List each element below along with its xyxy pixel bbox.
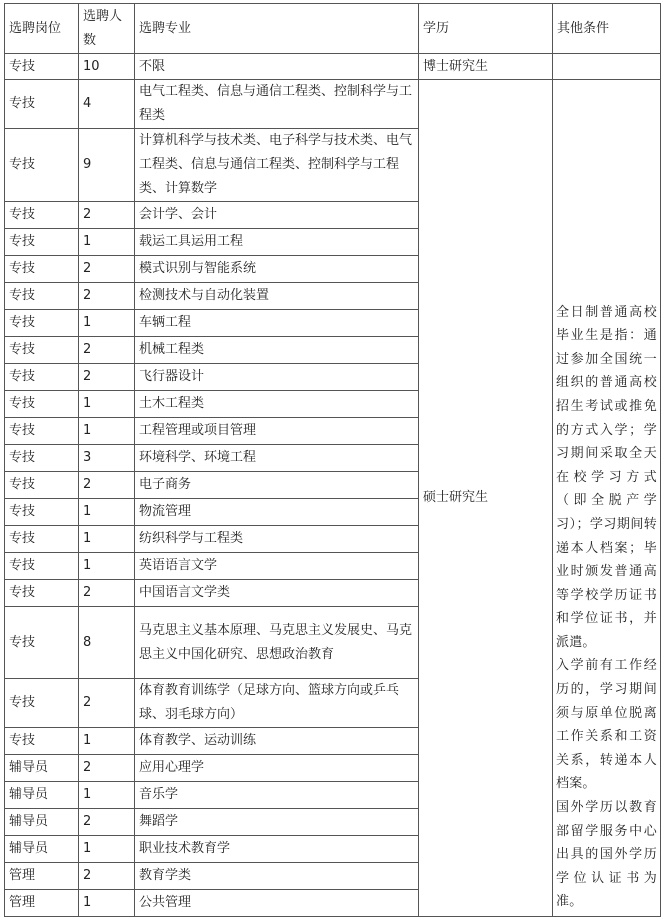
cell-degree-phd: 博士研究生 [419,54,553,80]
cell-count: 1 [79,553,135,580]
cell-count: 1 [79,418,135,445]
cell-count: 8 [79,607,135,679]
cell-major: 应用心理学 [135,755,419,782]
cell-position: 辅导员 [5,755,79,782]
header-row [5,4,661,54]
cell-position: 专技 [5,80,79,129]
cell-position: 辅导员 [5,782,79,809]
cell-position: 专技 [5,418,79,445]
cell-count: 2 [79,863,135,890]
cell-major: 职业技术教育学 [135,836,419,863]
cell-count: 1 [79,310,135,337]
cell-position: 专技 [5,499,79,526]
cell-position: 专技 [5,728,79,755]
cell-major: 模式识别与智能系统 [135,256,419,283]
cell-count: 1 [79,836,135,863]
cell-other-empty [553,54,661,80]
cell-position: 辅导员 [5,836,79,863]
cell-position: 专技 [5,553,79,580]
cell-count: 2 [79,679,135,728]
cell-major: 舞蹈学 [135,809,419,836]
cell-position: 专技 [5,445,79,472]
cell-major: 环境科学、环境工程 [135,445,419,472]
cell-position: 专技 [5,580,79,607]
cell-major: 工程管理或项目管理 [135,418,419,445]
cell-position: 专技 [5,54,79,80]
cell-major: 载运工具运用工程 [135,229,419,256]
cell-position: 专技 [5,607,79,679]
header-count: 选聘人数 [79,4,135,54]
cell-count: 1 [79,728,135,755]
cell-count: 1 [79,890,135,917]
cell-major: 教育学类 [135,863,419,890]
cell-major: 机械工程类 [135,337,419,364]
cell-count: 1 [79,229,135,256]
cell-count: 10 [79,54,135,80]
table-row [5,80,661,129]
cell-position: 专技 [5,526,79,553]
cell-count: 2 [79,256,135,283]
cell-position: 专技 [5,679,79,728]
cell-major: 公共管理 [135,890,419,917]
cell-major: 物流管理 [135,499,419,526]
cell-count: 2 [79,472,135,499]
cell-position: 专技 [5,256,79,283]
cell-count: 2 [79,364,135,391]
cell-position: 专技 [5,472,79,499]
cell-major: 土木工程类 [135,391,419,418]
cell-position: 专技 [5,391,79,418]
cell-count: 1 [79,391,135,418]
cell-major: 车辆工程 [135,310,419,337]
recruitment-table [4,3,661,917]
cell-major: 不限 [135,54,419,80]
cell-count: 9 [79,129,135,202]
cell-position: 专技 [5,337,79,364]
cell-count: 2 [79,809,135,836]
cell-count: 1 [79,526,135,553]
cell-count: 4 [79,80,135,129]
cell-other-conditions [553,80,661,917]
cell-major: 体育教育训练学（足球方向、篮球方向或乒乓球、羽毛球方向） [135,679,419,728]
cell-count: 2 [79,755,135,782]
cell-major: 纺织科学与工程类 [135,526,419,553]
header-degree: 学历 [419,4,553,54]
cell-position: 管理 [5,863,79,890]
header-major: 选聘专业 [135,4,419,54]
cell-position: 辅导员 [5,809,79,836]
cell-major: 音乐学 [135,782,419,809]
cell-position: 专技 [5,129,79,202]
cell-position: 专技 [5,364,79,391]
cell-position: 专技 [5,202,79,229]
condition-paragraph: 全日制普通高校毕业生是指：通过参加全国统一组织的普通高校招生考试或推免的方式入学；学习期间采取全天在校学习方式（即全脱产学习）；学习期间转递本人档案；毕业时颁发普通高等学校学历证书和学位证书，并派遣。 [556,304,657,650]
cell-count: 2 [79,580,135,607]
cell-degree-master: 硕士研究生 [419,80,553,917]
cell-position: 专技 [5,283,79,310]
cell-count: 1 [79,782,135,809]
header-other: 其他条件 [553,4,661,54]
cell-position: 专技 [5,310,79,337]
condition-paragraph: 入学前有工作经历的，学习期间须与原单位脱离工作关系和工资关系，转递本人档案。 [556,658,657,792]
cell-major: 电气工程类、信息与通信工程类、控制科学与工程类 [135,80,419,129]
cell-major: 飞行器设计 [135,364,419,391]
cell-count: 2 [79,202,135,229]
cell-count: 3 [79,445,135,472]
cell-major: 计算机科学与技术类、电子科学与技术类、电气工程类、信息与通信工程类、控制科学与工程类、计算数学 [135,129,419,202]
cell-count: 2 [79,337,135,364]
cell-major: 英语语言文学 [135,553,419,580]
cell-position: 管理 [5,890,79,917]
cell-major: 马克思主义基本原理、马克思主义发展史、马克思主义中国化研究、思想政治教育 [135,607,419,679]
cell-count: 2 [79,283,135,310]
cell-major: 中国语言文学类 [135,580,419,607]
table-row [5,54,661,80]
cell-major: 会计学、会计 [135,202,419,229]
cell-major: 检测技术与自动化装置 [135,283,419,310]
cell-major: 电子商务 [135,472,419,499]
condition-paragraph: 国外学历以教育部留学服务中心出具的国外学历学位认证书为准。 [556,800,657,910]
cell-position: 专技 [5,229,79,256]
cell-count: 1 [79,499,135,526]
header-position: 选聘岗位 [5,4,79,54]
cell-major: 体育教学、运动训练 [135,728,419,755]
